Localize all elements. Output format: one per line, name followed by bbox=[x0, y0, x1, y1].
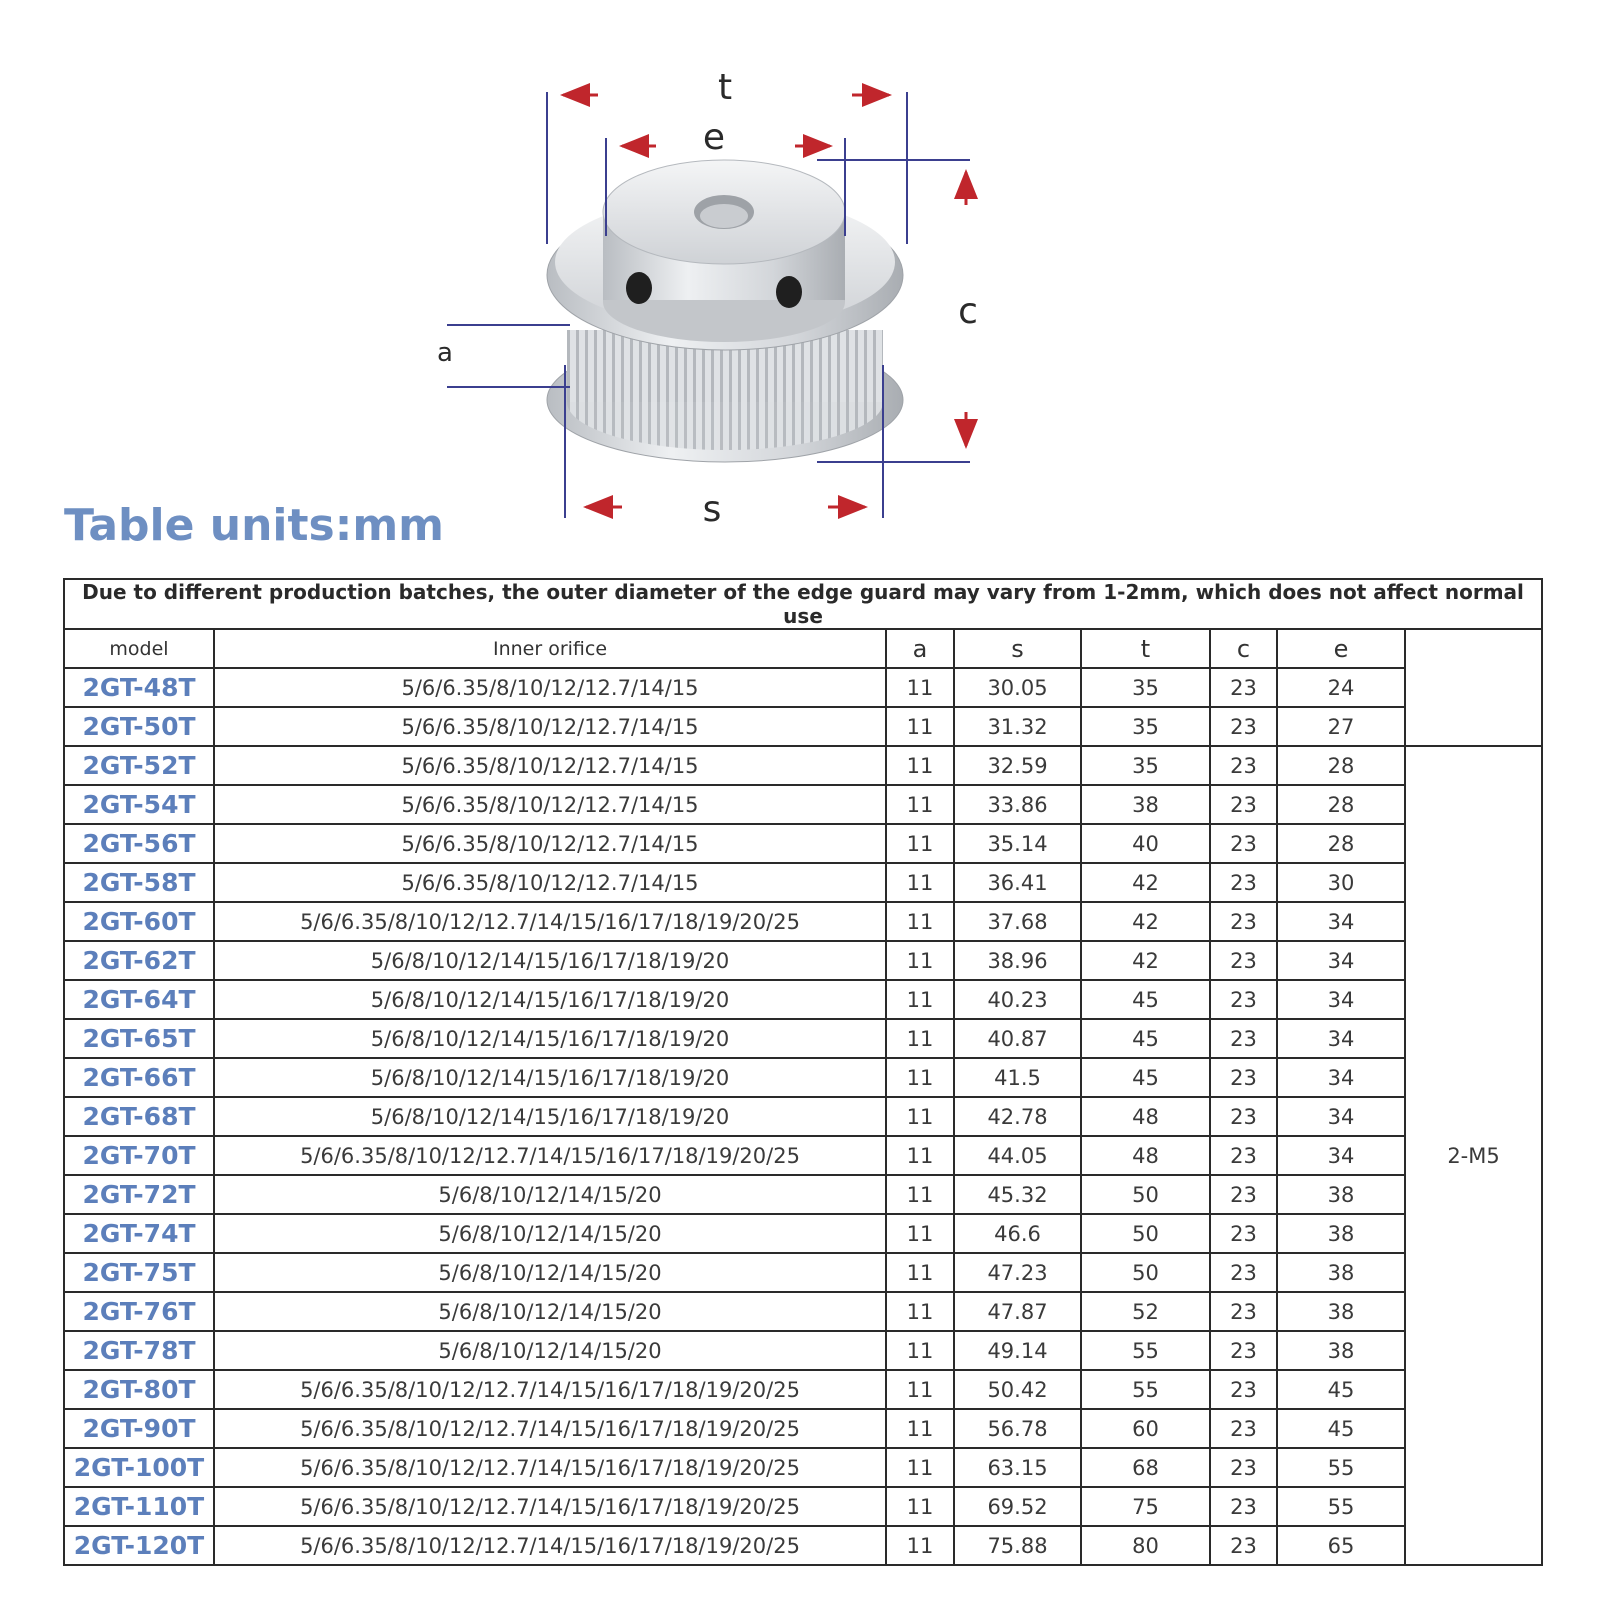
cell-s: 32.59 bbox=[954, 746, 1081, 785]
cell-model: 2GT-52T bbox=[64, 746, 214, 785]
cell-orifice: 5/6/8/10/12/14/15/16/17/18/19/20 bbox=[214, 941, 886, 980]
cell-e: 38 bbox=[1277, 1253, 1405, 1292]
cell-e: 38 bbox=[1277, 1331, 1405, 1370]
cell-s: 35.14 bbox=[954, 824, 1081, 863]
cell-a: 11 bbox=[886, 863, 954, 902]
cell-s: 41.5 bbox=[954, 1058, 1081, 1097]
cell-s: 40.23 bbox=[954, 980, 1081, 1019]
cell-s: 40.87 bbox=[954, 1019, 1081, 1058]
cell-e: 38 bbox=[1277, 1214, 1405, 1253]
cell-model: 2GT-100T bbox=[64, 1448, 214, 1487]
cell-model: 2GT-120T bbox=[64, 1526, 214, 1565]
cell-a: 11 bbox=[886, 1331, 954, 1370]
table-row bbox=[64, 1526, 1542, 1565]
cell-s: 44.05 bbox=[954, 1136, 1081, 1175]
cell-a: 11 bbox=[886, 1448, 954, 1487]
cell-s: 42.78 bbox=[954, 1097, 1081, 1136]
cell-e: 34 bbox=[1277, 1097, 1405, 1136]
table-row bbox=[64, 1448, 1542, 1487]
cell-c: 23 bbox=[1210, 824, 1277, 863]
table-row bbox=[64, 707, 1542, 746]
cell-a: 11 bbox=[886, 1370, 954, 1409]
cell-orifice: 5/6/6.35/8/10/12/12.7/14/15 bbox=[214, 707, 886, 746]
cell-orifice: 5/6/8/10/12/14/15/20 bbox=[214, 1253, 886, 1292]
cell-model: 2GT-76T bbox=[64, 1292, 214, 1331]
header-s: s bbox=[954, 629, 1081, 668]
cell-t: 42 bbox=[1081, 863, 1210, 902]
cell-model: 2GT-110T bbox=[64, 1487, 214, 1526]
cell-c: 23 bbox=[1210, 1136, 1277, 1175]
table-row bbox=[64, 902, 1542, 941]
table-row bbox=[64, 1019, 1542, 1058]
table-row bbox=[64, 1370, 1542, 1409]
cell-model: 2GT-75T bbox=[64, 1253, 214, 1292]
cell-t: 45 bbox=[1081, 1058, 1210, 1097]
header-c: c bbox=[1210, 629, 1277, 668]
cell-c: 23 bbox=[1210, 707, 1277, 746]
table-row bbox=[64, 746, 1542, 785]
cell-c: 23 bbox=[1210, 785, 1277, 824]
cell-c: 23 bbox=[1210, 902, 1277, 941]
cell-t: 40 bbox=[1081, 824, 1210, 863]
header-row bbox=[64, 629, 1542, 668]
cell-s: 36.41 bbox=[954, 863, 1081, 902]
cell-orifice: 5/6/8/10/12/14/15/16/17/18/19/20 bbox=[214, 980, 886, 1019]
cell-e: 45 bbox=[1277, 1409, 1405, 1448]
cell-model: 2GT-66T bbox=[64, 1058, 214, 1097]
cell-a: 11 bbox=[886, 1019, 954, 1058]
cell-model: 2GT-56T bbox=[64, 824, 214, 863]
units-title: Table units:mm bbox=[64, 500, 445, 551]
cell-e: 28 bbox=[1277, 785, 1405, 824]
cell-a: 11 bbox=[886, 1526, 954, 1565]
cell-t: 38 bbox=[1081, 785, 1210, 824]
cell-s: 46.6 bbox=[954, 1214, 1081, 1253]
table-row bbox=[64, 1292, 1542, 1331]
dim-label-a: a bbox=[437, 338, 453, 368]
cell-a: 11 bbox=[886, 1253, 954, 1292]
table-row bbox=[64, 785, 1542, 824]
cell-orifice: 5/6/6.35/8/10/12/12.7/14/15/16/17/18/19/20/25 bbox=[214, 1136, 886, 1175]
cell-model: 2GT-72T bbox=[64, 1175, 214, 1214]
cell-model: 2GT-70T bbox=[64, 1136, 214, 1175]
header-a: a bbox=[886, 629, 954, 668]
cell-c: 23 bbox=[1210, 1214, 1277, 1253]
cell-s: 69.52 bbox=[954, 1487, 1081, 1526]
cell-c: 23 bbox=[1210, 1331, 1277, 1370]
header-model: model bbox=[64, 629, 214, 668]
cell-a: 11 bbox=[886, 1058, 954, 1097]
cell-a: 11 bbox=[886, 902, 954, 941]
cell-t: 80 bbox=[1081, 1526, 1210, 1565]
dim-label-e: e bbox=[702, 117, 726, 158]
cell-orifice: 5/6/6.35/8/10/12/12.7/14/15 bbox=[214, 824, 886, 863]
cell-t: 52 bbox=[1081, 1292, 1210, 1331]
cell-orifice: 5/6/8/10/12/14/15/16/17/18/19/20 bbox=[214, 1097, 886, 1136]
cell-t: 50 bbox=[1081, 1175, 1210, 1214]
cell-c: 23 bbox=[1210, 1526, 1277, 1565]
cell-orifice: 5/6/6.35/8/10/12/12.7/14/15/16/17/18/19/20/25 bbox=[214, 902, 886, 941]
cell-a: 11 bbox=[886, 746, 954, 785]
cell-t: 45 bbox=[1081, 1019, 1210, 1058]
cell-s: 33.86 bbox=[954, 785, 1081, 824]
cell-e: 34 bbox=[1277, 1019, 1405, 1058]
cell-e: 34 bbox=[1277, 902, 1405, 941]
cell-model: 2GT-60T bbox=[64, 902, 214, 941]
table-row bbox=[64, 1253, 1542, 1292]
table-row bbox=[64, 941, 1542, 980]
set-screw-spec: 2-M5 bbox=[1405, 746, 1542, 1565]
cell-t: 48 bbox=[1081, 1136, 1210, 1175]
cell-model: 2GT-48T bbox=[64, 668, 214, 707]
cell-s: 56.78 bbox=[954, 1409, 1081, 1448]
table-row bbox=[64, 1409, 1542, 1448]
cell-e: 34 bbox=[1277, 1058, 1405, 1097]
cell-c: 23 bbox=[1210, 1487, 1277, 1526]
cell-e: 30 bbox=[1277, 863, 1405, 902]
cell-e: 55 bbox=[1277, 1487, 1405, 1526]
dim-label-s: s bbox=[702, 489, 722, 530]
cell-e: 38 bbox=[1277, 1292, 1405, 1331]
cell-t: 35 bbox=[1081, 746, 1210, 785]
set-screw-right bbox=[776, 276, 802, 308]
cell-model: 2GT-64T bbox=[64, 980, 214, 1019]
cell-e: 34 bbox=[1277, 1136, 1405, 1175]
cell-s: 49.14 bbox=[954, 1331, 1081, 1370]
cell-t: 35 bbox=[1081, 707, 1210, 746]
pulley-diagram bbox=[0, 0, 1600, 570]
cell-t: 75 bbox=[1081, 1487, 1210, 1526]
cell-a: 11 bbox=[886, 824, 954, 863]
cell-orifice: 5/6/6.35/8/10/12/12.7/14/15 bbox=[214, 863, 886, 902]
cell-s: 63.15 bbox=[954, 1448, 1081, 1487]
pulley-drawing bbox=[0, 0, 1600, 570]
cell-orifice: 5/6/8/10/12/14/15/20 bbox=[214, 1175, 886, 1214]
cell-orifice: 5/6/8/10/12/14/15/16/17/18/19/20 bbox=[214, 1019, 886, 1058]
cell-orifice: 5/6/6.35/8/10/12/12.7/14/15/16/17/18/19/20/25 bbox=[214, 1526, 886, 1565]
cell-c: 23 bbox=[1210, 668, 1277, 707]
cell-a: 11 bbox=[886, 1409, 954, 1448]
cell-t: 45 bbox=[1081, 980, 1210, 1019]
cell-orifice: 5/6/8/10/12/14/15/16/17/18/19/20 bbox=[214, 1058, 886, 1097]
cell-a: 11 bbox=[886, 1487, 954, 1526]
cell-s: 30.05 bbox=[954, 668, 1081, 707]
cell-c: 23 bbox=[1210, 1097, 1277, 1136]
cell-s: 45.32 bbox=[954, 1175, 1081, 1214]
cell-c: 23 bbox=[1210, 1058, 1277, 1097]
cell-c: 23 bbox=[1210, 1253, 1277, 1292]
table-row bbox=[64, 1058, 1542, 1097]
cell-c: 23 bbox=[1210, 941, 1277, 980]
table-row bbox=[64, 1175, 1542, 1214]
cell-orifice: 5/6/6.35/8/10/12/12.7/14/15 bbox=[214, 785, 886, 824]
cell-model: 2GT-62T bbox=[64, 941, 214, 980]
cell-model: 2GT-68T bbox=[64, 1097, 214, 1136]
cell-t: 50 bbox=[1081, 1253, 1210, 1292]
cell-a: 11 bbox=[886, 1292, 954, 1331]
cell-e: 28 bbox=[1277, 824, 1405, 863]
table-row bbox=[64, 1331, 1542, 1370]
cell-orifice: 5/6/6.35/8/10/12/12.7/14/15/16/17/18/19/20/25 bbox=[214, 1370, 886, 1409]
cell-e: 34 bbox=[1277, 980, 1405, 1019]
cell-model: 2GT-80T bbox=[64, 1370, 214, 1409]
note-row bbox=[64, 579, 1542, 629]
table-row bbox=[64, 668, 1542, 707]
table-row bbox=[64, 1214, 1542, 1253]
cell-c: 23 bbox=[1210, 1409, 1277, 1448]
cell-t: 55 bbox=[1081, 1331, 1210, 1370]
cell-t: 48 bbox=[1081, 1097, 1210, 1136]
cell-orifice: 5/6/6.35/8/10/12/12.7/14/15/16/17/18/19/20/25 bbox=[214, 1448, 886, 1487]
cell-a: 11 bbox=[886, 785, 954, 824]
cell-t: 60 bbox=[1081, 1409, 1210, 1448]
cell-s: 31.32 bbox=[954, 707, 1081, 746]
cell-t: 50 bbox=[1081, 1214, 1210, 1253]
cell-c: 23 bbox=[1210, 863, 1277, 902]
cell-a: 11 bbox=[886, 1214, 954, 1253]
dim-label-c: c bbox=[958, 291, 978, 332]
cell-c: 23 bbox=[1210, 1370, 1277, 1409]
cell-a: 11 bbox=[886, 1097, 954, 1136]
cell-model: 2GT-58T bbox=[64, 863, 214, 902]
cell-orifice: 5/6/6.35/8/10/12/12.7/14/15 bbox=[214, 668, 886, 707]
cell-e: 34 bbox=[1277, 941, 1405, 980]
cell-c: 23 bbox=[1210, 746, 1277, 785]
set-screw-left bbox=[626, 272, 652, 304]
cell-e: 28 bbox=[1277, 746, 1405, 785]
cell-e: 24 bbox=[1277, 668, 1405, 707]
cell-model: 2GT-78T bbox=[64, 1331, 214, 1370]
header-inner-orifice: Inner orifice bbox=[214, 629, 886, 668]
table-row bbox=[64, 1097, 1542, 1136]
cell-c: 23 bbox=[1210, 1175, 1277, 1214]
cell-t: 42 bbox=[1081, 902, 1210, 941]
cell-t: 35 bbox=[1081, 668, 1210, 707]
cell-t: 55 bbox=[1081, 1370, 1210, 1409]
cell-c: 23 bbox=[1210, 1292, 1277, 1331]
batch-note: Due to different production batches, the outer diameter of the edge guard may vary from 1-2mm, which does not affect normal use bbox=[64, 579, 1542, 629]
table-row bbox=[64, 1136, 1542, 1175]
cell-t: 68 bbox=[1081, 1448, 1210, 1487]
header-t: t bbox=[1081, 629, 1210, 668]
cell-model: 2GT-90T bbox=[64, 1409, 214, 1448]
cell-model: 2GT-74T bbox=[64, 1214, 214, 1253]
cell-orifice: 5/6/6.35/8/10/12/12.7/14/15 bbox=[214, 746, 886, 785]
cell-orifice: 5/6/8/10/12/14/15/20 bbox=[214, 1214, 886, 1253]
blank-cell bbox=[1405, 629, 1542, 746]
cell-a: 11 bbox=[886, 707, 954, 746]
cell-s: 38.96 bbox=[954, 941, 1081, 980]
cell-c: 23 bbox=[1210, 980, 1277, 1019]
cell-e: 38 bbox=[1277, 1175, 1405, 1214]
cell-e: 27 bbox=[1277, 707, 1405, 746]
cell-a: 11 bbox=[886, 1136, 954, 1175]
cell-model: 2GT-65T bbox=[64, 1019, 214, 1058]
cell-t: 42 bbox=[1081, 941, 1210, 980]
cell-a: 11 bbox=[886, 941, 954, 980]
cell-e: 45 bbox=[1277, 1370, 1405, 1409]
table-row bbox=[64, 863, 1542, 902]
cell-s: 47.23 bbox=[954, 1253, 1081, 1292]
cell-s: 75.88 bbox=[954, 1526, 1081, 1565]
cell-a: 11 bbox=[886, 980, 954, 1019]
cell-e: 55 bbox=[1277, 1448, 1405, 1487]
cell-s: 50.42 bbox=[954, 1370, 1081, 1409]
cell-e: 65 bbox=[1277, 1526, 1405, 1565]
dim-label-t: t bbox=[717, 67, 733, 108]
spec-table bbox=[63, 578, 1543, 1566]
header-e: e bbox=[1277, 629, 1405, 668]
cell-model: 2GT-54T bbox=[64, 785, 214, 824]
cell-orifice: 5/6/6.35/8/10/12/12.7/14/15/16/17/18/19/20/25 bbox=[214, 1487, 886, 1526]
cell-c: 23 bbox=[1210, 1448, 1277, 1487]
table-row bbox=[64, 824, 1542, 863]
table-row bbox=[64, 1487, 1542, 1526]
cell-orifice: 5/6/8/10/12/14/15/20 bbox=[214, 1331, 886, 1370]
cell-s: 47.87 bbox=[954, 1292, 1081, 1331]
cell-a: 11 bbox=[886, 668, 954, 707]
cell-c: 23 bbox=[1210, 1019, 1277, 1058]
cell-s: 37.68 bbox=[954, 902, 1081, 941]
table-row bbox=[64, 980, 1542, 1019]
cell-a: 11 bbox=[886, 1175, 954, 1214]
cell-model: 2GT-50T bbox=[64, 707, 214, 746]
cell-orifice: 5/6/8/10/12/14/15/20 bbox=[214, 1292, 886, 1331]
cell-orifice: 5/6/6.35/8/10/12/12.7/14/15/16/17/18/19/20/25 bbox=[214, 1409, 886, 1448]
